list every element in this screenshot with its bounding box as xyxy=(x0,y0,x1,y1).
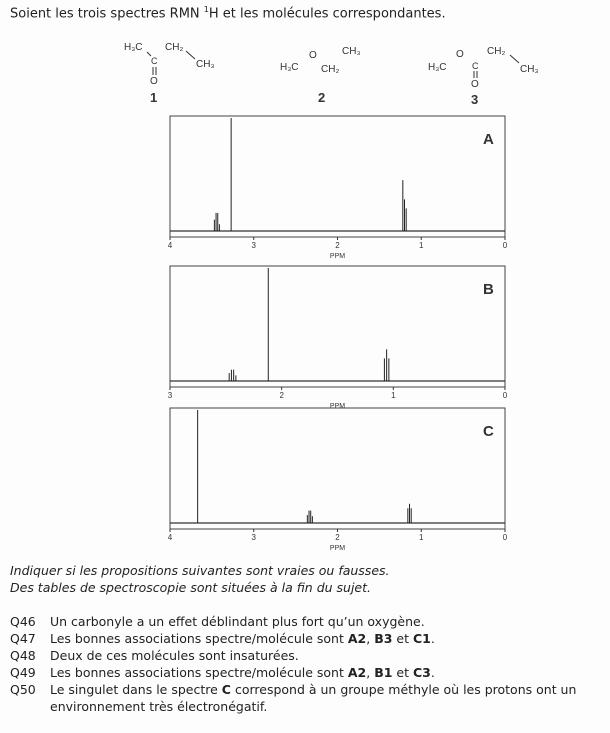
spectrum-b xyxy=(165,263,510,409)
question-text xyxy=(50,630,435,647)
text-part: Deux de ces molécules sont insaturées. xyxy=(50,648,299,663)
atom: C xyxy=(472,61,479,71)
atom: CH₃ xyxy=(196,59,215,70)
emphasis: B1 xyxy=(374,665,393,680)
atom: CH₂ xyxy=(487,46,506,57)
molecule-number: 2 xyxy=(318,90,326,105)
tick-label: 0 xyxy=(502,241,508,250)
intro-pre: Soient les trois spectres RMN xyxy=(10,6,204,22)
instruction-line: Des tables de spectroscopie sont situées à la fin du sujet. xyxy=(10,580,371,595)
tick-label: 4 xyxy=(167,533,173,542)
emphasis: A2 xyxy=(347,665,367,680)
atom: CH₃ xyxy=(342,46,361,57)
axis-label: PPM xyxy=(329,545,346,552)
tick-label: 3 xyxy=(251,241,256,250)
question-text xyxy=(50,664,435,681)
tick-label: 2 xyxy=(335,533,340,542)
question-text xyxy=(50,613,425,630)
question-q48 xyxy=(10,647,610,664)
emphasis: B3 xyxy=(374,631,393,646)
question-q50 xyxy=(10,681,610,715)
spectrum-a xyxy=(165,113,510,265)
tick-label: 3 xyxy=(167,391,173,400)
atom: O xyxy=(309,50,317,61)
question-number: Q46 xyxy=(10,614,36,629)
question-text xyxy=(50,681,610,715)
text-part: et xyxy=(392,665,413,680)
tick-label: 0 xyxy=(502,533,508,542)
spectrum-label: A xyxy=(483,131,494,148)
plot-frame xyxy=(170,116,505,237)
intro-post: H et les molécules correspondantes. xyxy=(208,6,446,22)
molecule-3 xyxy=(428,46,539,107)
atom: O xyxy=(456,49,464,60)
atom: CH₃ xyxy=(520,64,539,75)
atom: CH₂ xyxy=(321,64,340,75)
spectrum-c xyxy=(165,405,510,557)
plot-frame xyxy=(170,266,505,387)
tick-label: 3 xyxy=(251,533,256,542)
text-part: , xyxy=(366,665,375,680)
tick-label: 1 xyxy=(391,391,396,400)
atom: H₃C xyxy=(124,42,143,53)
text-part: correspond à un groupe méthyle où les protons ont un environnement très électronégatif. xyxy=(50,682,577,714)
tick-label: 1 xyxy=(419,241,424,250)
question-q47 xyxy=(10,630,610,647)
emphasis: A2 xyxy=(347,631,367,646)
text-part: , xyxy=(366,631,375,646)
question-q46 xyxy=(10,613,610,630)
question-text xyxy=(50,647,299,664)
atom: O xyxy=(471,79,479,90)
tick-label: 4 xyxy=(167,241,173,250)
tick-label: 1 xyxy=(419,533,424,542)
question-list xyxy=(10,613,610,715)
text-part: . xyxy=(430,665,435,680)
intro-sup: 1 xyxy=(203,5,209,14)
axis-label: PPM xyxy=(329,253,346,260)
plot-frame xyxy=(170,408,505,529)
intro-text xyxy=(10,5,446,21)
question-number: Q47 xyxy=(10,631,36,646)
question-number: Q50 xyxy=(10,682,36,697)
molecule-1 xyxy=(124,42,215,105)
emphasis: C xyxy=(221,682,231,697)
question-number: Q49 xyxy=(10,665,36,680)
tick-label: 2 xyxy=(279,391,284,400)
question-number: Q48 xyxy=(10,648,36,663)
molecule-2 xyxy=(280,46,361,105)
text-part: . xyxy=(430,631,435,646)
spectrum-label: C xyxy=(483,423,494,440)
molecules-figure xyxy=(0,28,610,108)
molecule-number: 3 xyxy=(471,92,479,107)
tick-label: 0 xyxy=(502,391,508,400)
emphasis: C3 xyxy=(412,665,431,680)
text-part: Les bonnes associations spectre/molécule sont xyxy=(50,631,348,646)
atom: C xyxy=(151,56,158,66)
text-part: Le singulet dans le spectre xyxy=(50,682,222,697)
atom: CH₂ xyxy=(165,42,184,53)
emphasis: C1 xyxy=(412,631,431,646)
tick-label: 2 xyxy=(335,241,340,250)
text-part: et xyxy=(392,631,413,646)
text-part: Un carbonyle a un effet déblindant plus fort qu’un oxygène. xyxy=(50,614,425,629)
molecule-number: 1 xyxy=(150,90,158,105)
instruction-line: Indiquer si les propositions suivantes sont vraies ou fausses. xyxy=(10,563,390,578)
atom: H₃C xyxy=(280,62,299,73)
axis-label: PPM xyxy=(329,403,346,409)
text-part: Les bonnes associations spectre/molécule sont xyxy=(50,665,348,680)
atom: H₃C xyxy=(428,62,447,73)
atom: O xyxy=(150,76,158,87)
spectrum-label: B xyxy=(483,281,494,298)
instructions xyxy=(10,562,390,596)
question-q49 xyxy=(10,664,610,681)
